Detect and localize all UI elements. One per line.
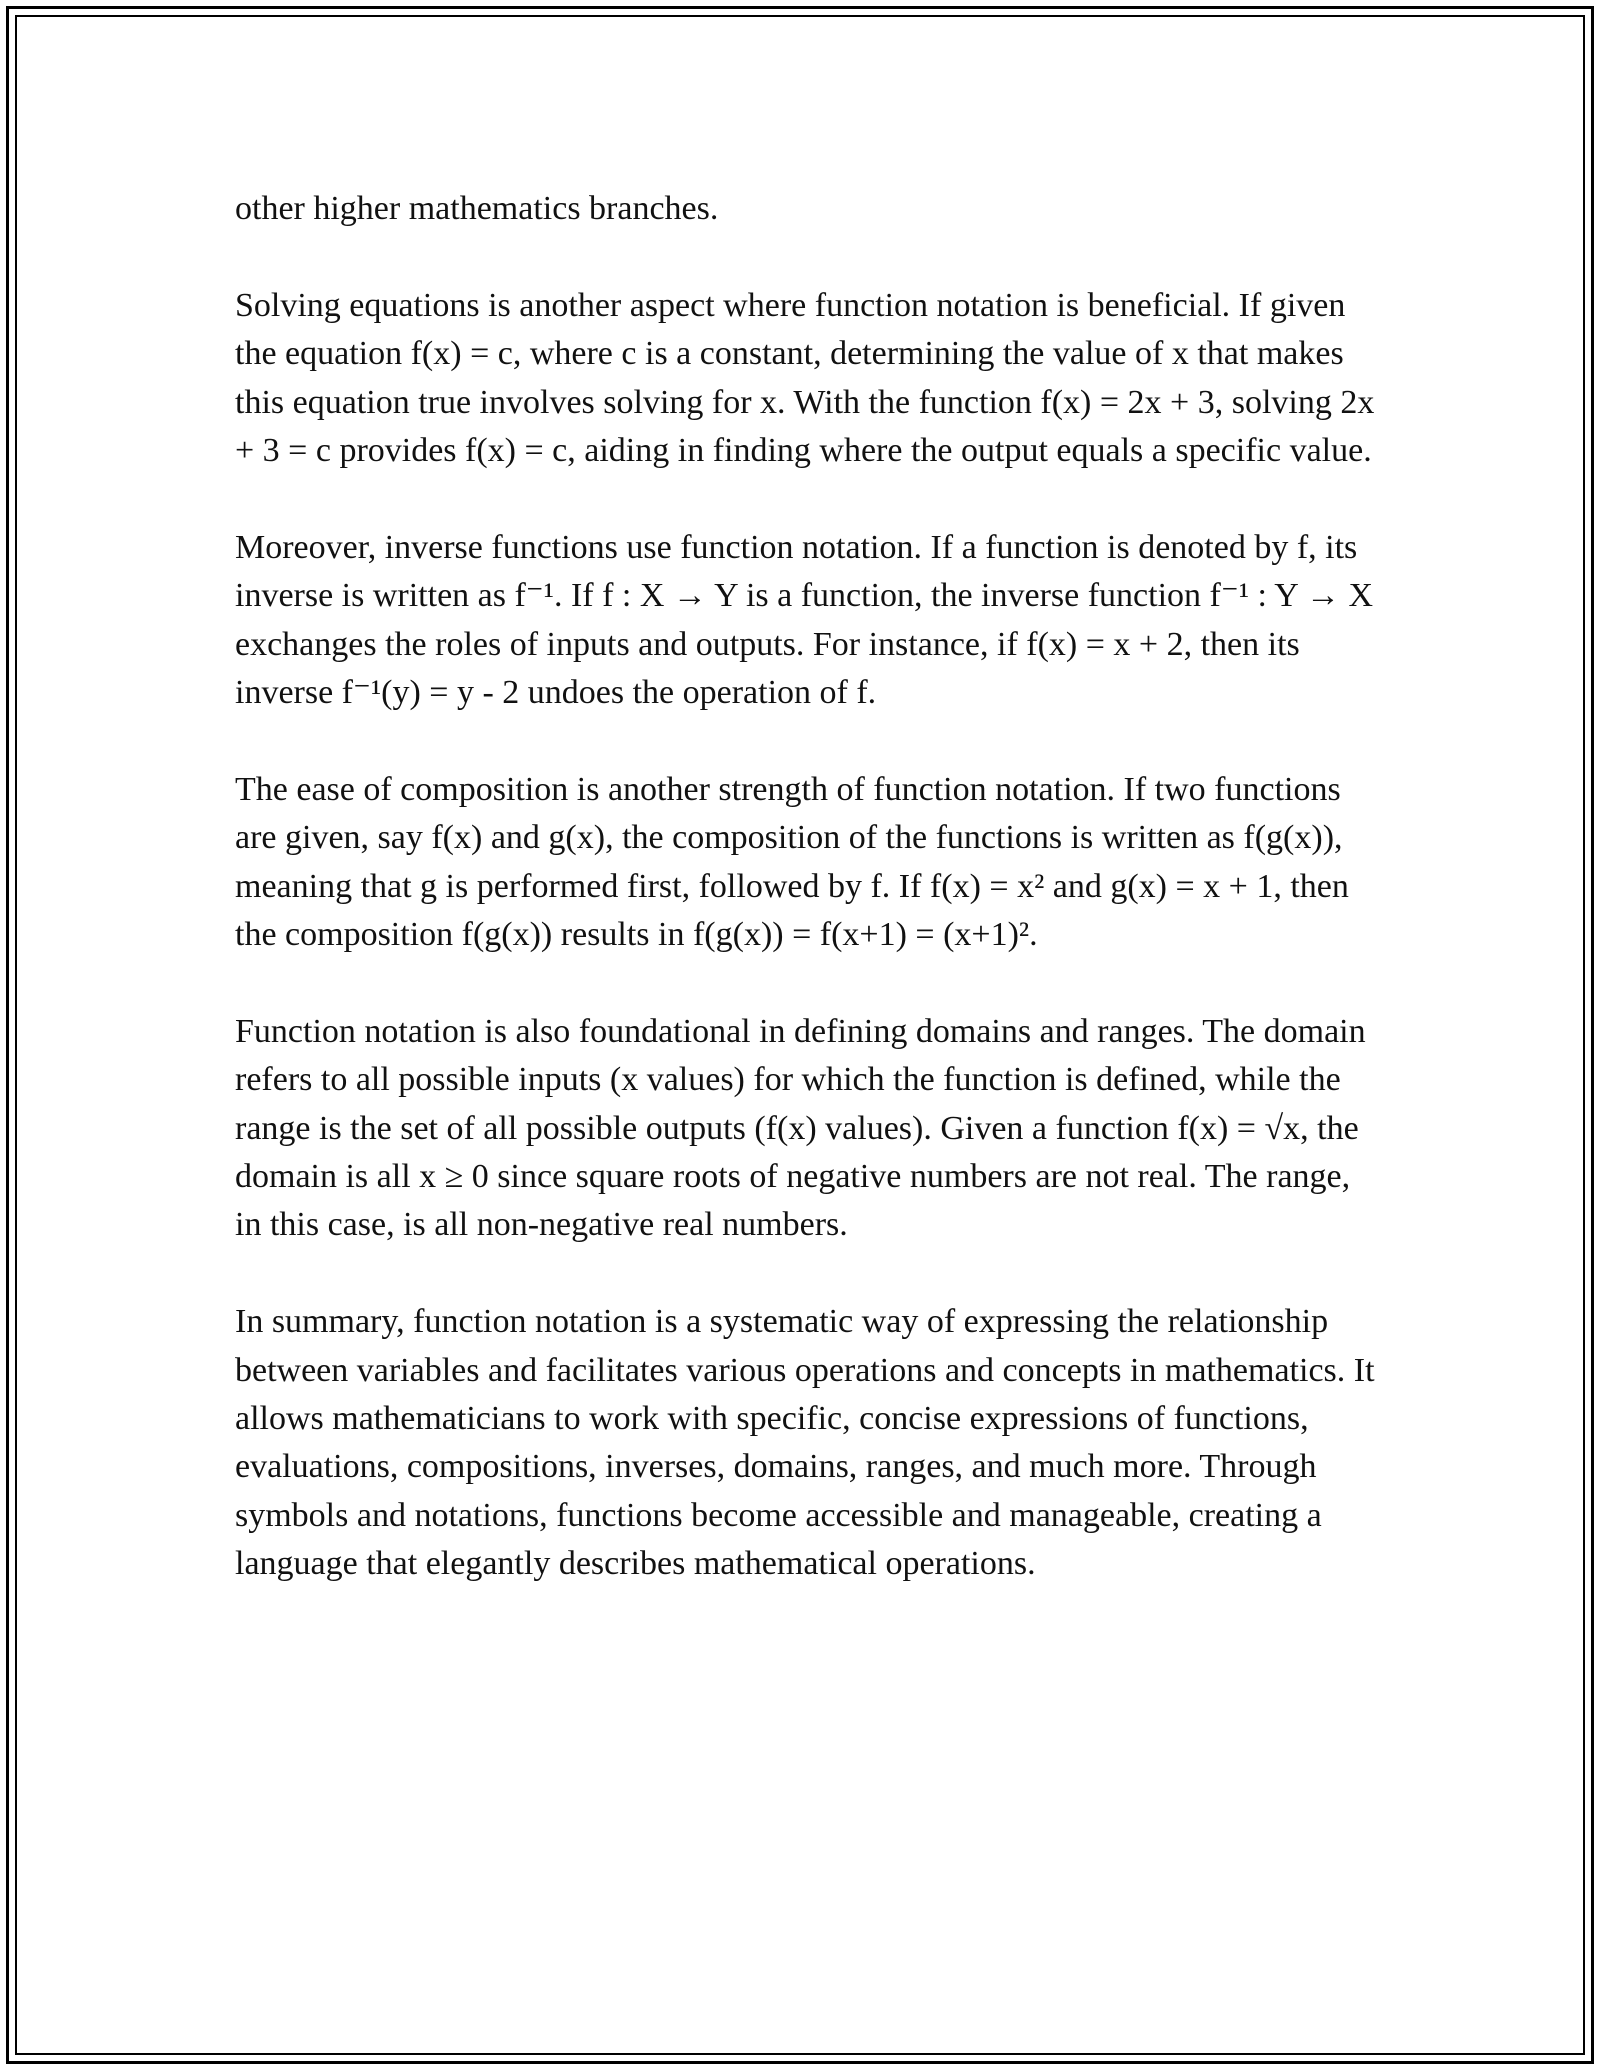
paragraph-summary: In summary, function notation is a systematic way of expressing the relationship between variables and facilitates various operations and concepts in mathematics. It allows mathematicians to work with specific, concise expressions of functions, evaluations, compositions, inverses, domains, ranges, and much more. Through symbols and notations, functions become accessible and manageable, creating a language that elegantly describes mathematical operations. bbox=[235, 1303, 1375, 1583]
paragraph-domains-ranges: Function notation is also foundational in defining domains and ranges. The domain refers to all possible inputs (x values) for which the function is defined, while the range is the set of all possible outputs (f(x) values). Given a function f(x) = √x, the domain is all x ≥ 0 since square roots of negative numbers are not real. The range, in this case, is all non-negative real numbers. bbox=[235, 1012, 1366, 1244]
paragraph-inverse-functions: Moreover, inverse functions use function notation. If a function is denoted by f, its inverse is written as f⁻¹. If f : X → Y is a function, the inverse function f⁻¹ : Y → X exchanges the roles of inputs and outputs. For instance, if f(x) = x + 2, then its inverse f⁻¹(y) = y - 2 undoes the operation of f. bbox=[235, 528, 1374, 712]
paragraph-continuation: other higher mathematics branches. bbox=[235, 190, 719, 227]
document-body bbox=[235, 185, 1375, 1637]
paragraph-solving-equations: Solving equations is another aspect where function notation is beneficial. If given the equation f(x) = c, where c is a constant, determining the value of x that makes this equation true involves solving for x. With the function f(x) = 2x + 3, solving 2x + 3 = c provides f(x) = c, aiding in finding where the output equals a specific value. bbox=[235, 286, 1375, 470]
paragraph-composition: The ease of composition is another strength of function notation. If two functions are given, say f(x) and g(x), the composition of the functions is written as f(g(x)), meaning that g is performed first, followed by f. If f(x) = x² and g(x) = x + 1, then the composition f(g(x)) results in f(g(x)) = f(x+1) = (x+1)². bbox=[235, 770, 1349, 954]
